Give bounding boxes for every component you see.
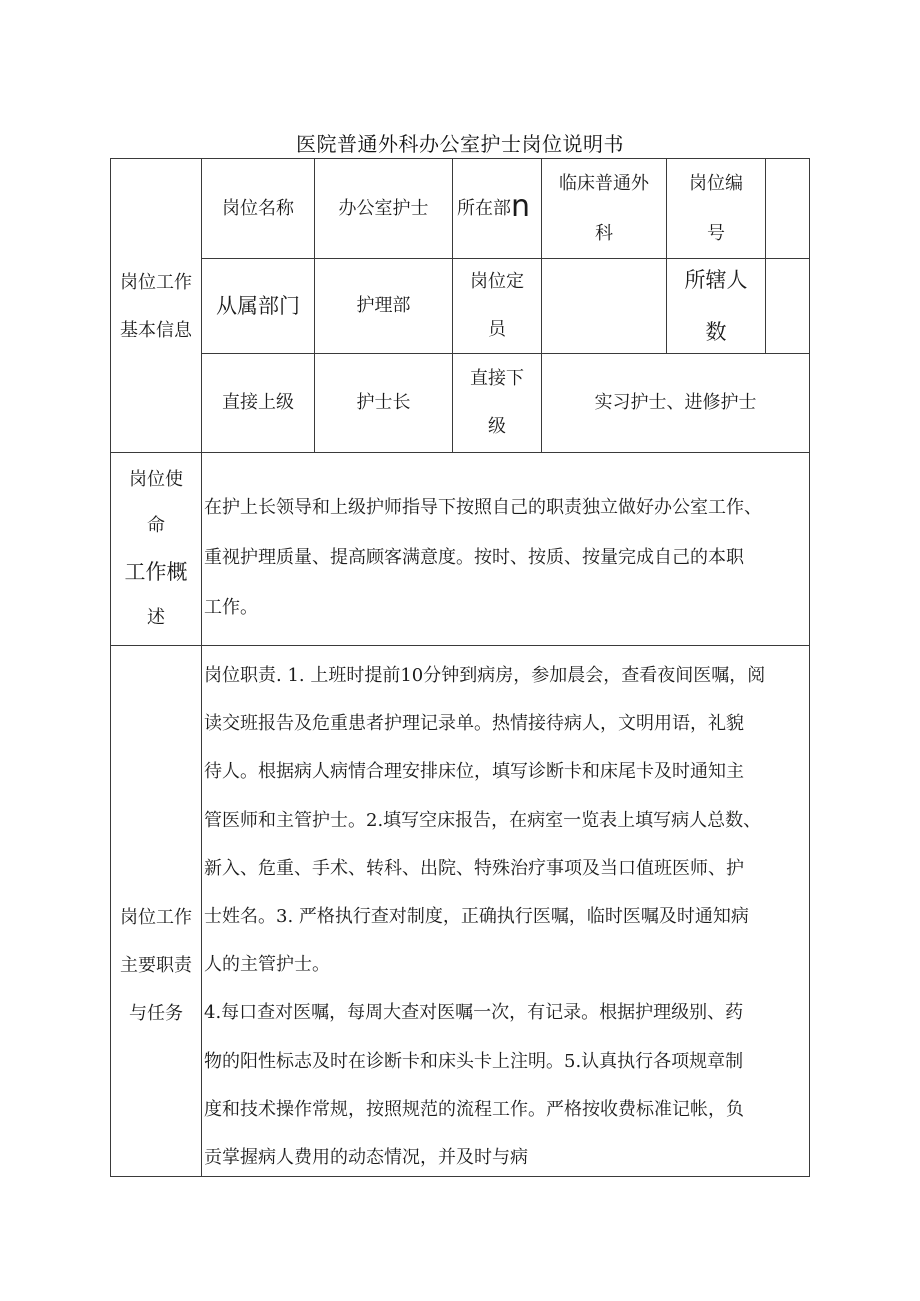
mission-label-line3: 工作概 — [124, 560, 188, 584]
superior-value: 护士长 — [356, 392, 411, 413]
subordinate-label — [453, 354, 541, 452]
section-divider-2 — [110, 645, 810, 646]
duties-label-line1: 岗位工作 — [120, 907, 192, 928]
department-value-line2: 科 — [595, 222, 613, 244]
mission-text-line1: 在护上长领导和上级护师指导下按照自己的职责独立做好办公室工作、 — [204, 497, 762, 518]
subordinate-label-line2: 级 — [488, 416, 506, 437]
duties-text — [204, 652, 808, 1182]
staffing-label-line1: 岗位定 — [470, 271, 524, 292]
duties-label-line3: 与任务 — [129, 1003, 183, 1024]
duties-line: 士姓名。3. 严格执行查对制度，正确执行医嘱，临时医嘱及时通知病 — [204, 906, 749, 928]
subordinates-label-line1: 所辖人 — [684, 268, 748, 292]
mission-text-line2: 重视护理质量、提高顾客满意度。按时、按质、按量完成自己的本职 — [204, 547, 744, 568]
mission-text — [204, 483, 808, 633]
section-divider-1 — [110, 452, 810, 453]
basic-info-label-line2: 基本信息 — [120, 319, 192, 341]
post-number-label-line1: 岗位编 — [689, 172, 743, 194]
basic-info-label-line1: 岗位工作 — [120, 271, 192, 293]
department-label — [453, 159, 541, 258]
mission-label-line4: 述 — [147, 607, 165, 628]
duties-line: 岗位职责. 1. 上班时提前10分钟到病房，参加晨会，查看夜间医嘱，阅 — [204, 665, 766, 686]
duties-line: 度和技术操作常规，按照规范的流程工作。严格按收费标准记帐，负 — [204, 1098, 744, 1120]
duties-line: 待人。根据病人病情合理安排床位，填写诊断卡和床尾卡及时通知主 — [204, 761, 744, 783]
subordinate-label-line1: 直接下 — [470, 368, 524, 389]
duties-label-line2: 主要职责 — [120, 955, 192, 976]
post-name-label: 岗位名称 — [222, 197, 294, 219]
subordinates-label — [667, 259, 765, 353]
duties-line: 管医师和主管护士。2.填写空床报告，在病室一览表上填写病人总数、 — [204, 809, 762, 831]
staffing-label-line2: 员 — [488, 319, 506, 340]
duties-line: 读交班报告及危重患者护理记录单。热情接待病人，文明用语，礼貌 — [204, 713, 744, 735]
mission-text-line3: 工作。 — [204, 597, 258, 618]
post-name-value: 办公室护士 — [338, 197, 429, 219]
document-title: 医院普通外科办公室护士岗位说明书 — [296, 132, 624, 156]
table-border-right — [809, 158, 810, 1177]
subordinate-value: 实习护士、进修护士 — [594, 392, 757, 413]
duties-line: 物的阳性标志及时在诊断卡和床头卡上注明。5.认真执行各项规章制 — [204, 1050, 744, 1072]
mission-label-line2: 命 — [147, 515, 165, 536]
duties-line: 4.每口查对医嘱，每周大查对医嘱一次，有记录。根据护理级别、药 — [204, 1002, 744, 1024]
post-number-label — [667, 159, 765, 258]
subordinates-value — [766, 259, 809, 353]
duties-line: 人的主管护士。 — [204, 954, 330, 976]
subordinates-label-line2: 数 — [705, 320, 727, 344]
staffing-label — [453, 259, 541, 353]
mission-label-line1: 岗位使 — [129, 469, 183, 490]
post-number-label-line2: 号 — [707, 222, 725, 244]
department-value — [542, 159, 666, 258]
affiliated-dept-label: 从属部门 — [216, 294, 300, 318]
duties-label — [111, 646, 201, 1176]
duties-line: 贡掌握病人费用的动态情况，并及时与病 — [204, 1147, 528, 1169]
basic-info-label — [111, 259, 201, 354]
department-label-text: 所在部 — [457, 197, 511, 219]
department-label-glyph: n — [511, 188, 531, 224]
duties-line: 新入、危重、手术、转科、出院、特殊治疗事项及当口值班医师、护 — [204, 857, 744, 879]
superior-label: 直接上级 — [222, 392, 294, 413]
department-value-line1: 临床普通外 — [559, 172, 649, 194]
mission-label — [111, 453, 201, 645]
affiliated-dept-value: 护理部 — [356, 295, 411, 316]
post-number-value — [766, 159, 809, 258]
staffing-value — [542, 259, 666, 353]
